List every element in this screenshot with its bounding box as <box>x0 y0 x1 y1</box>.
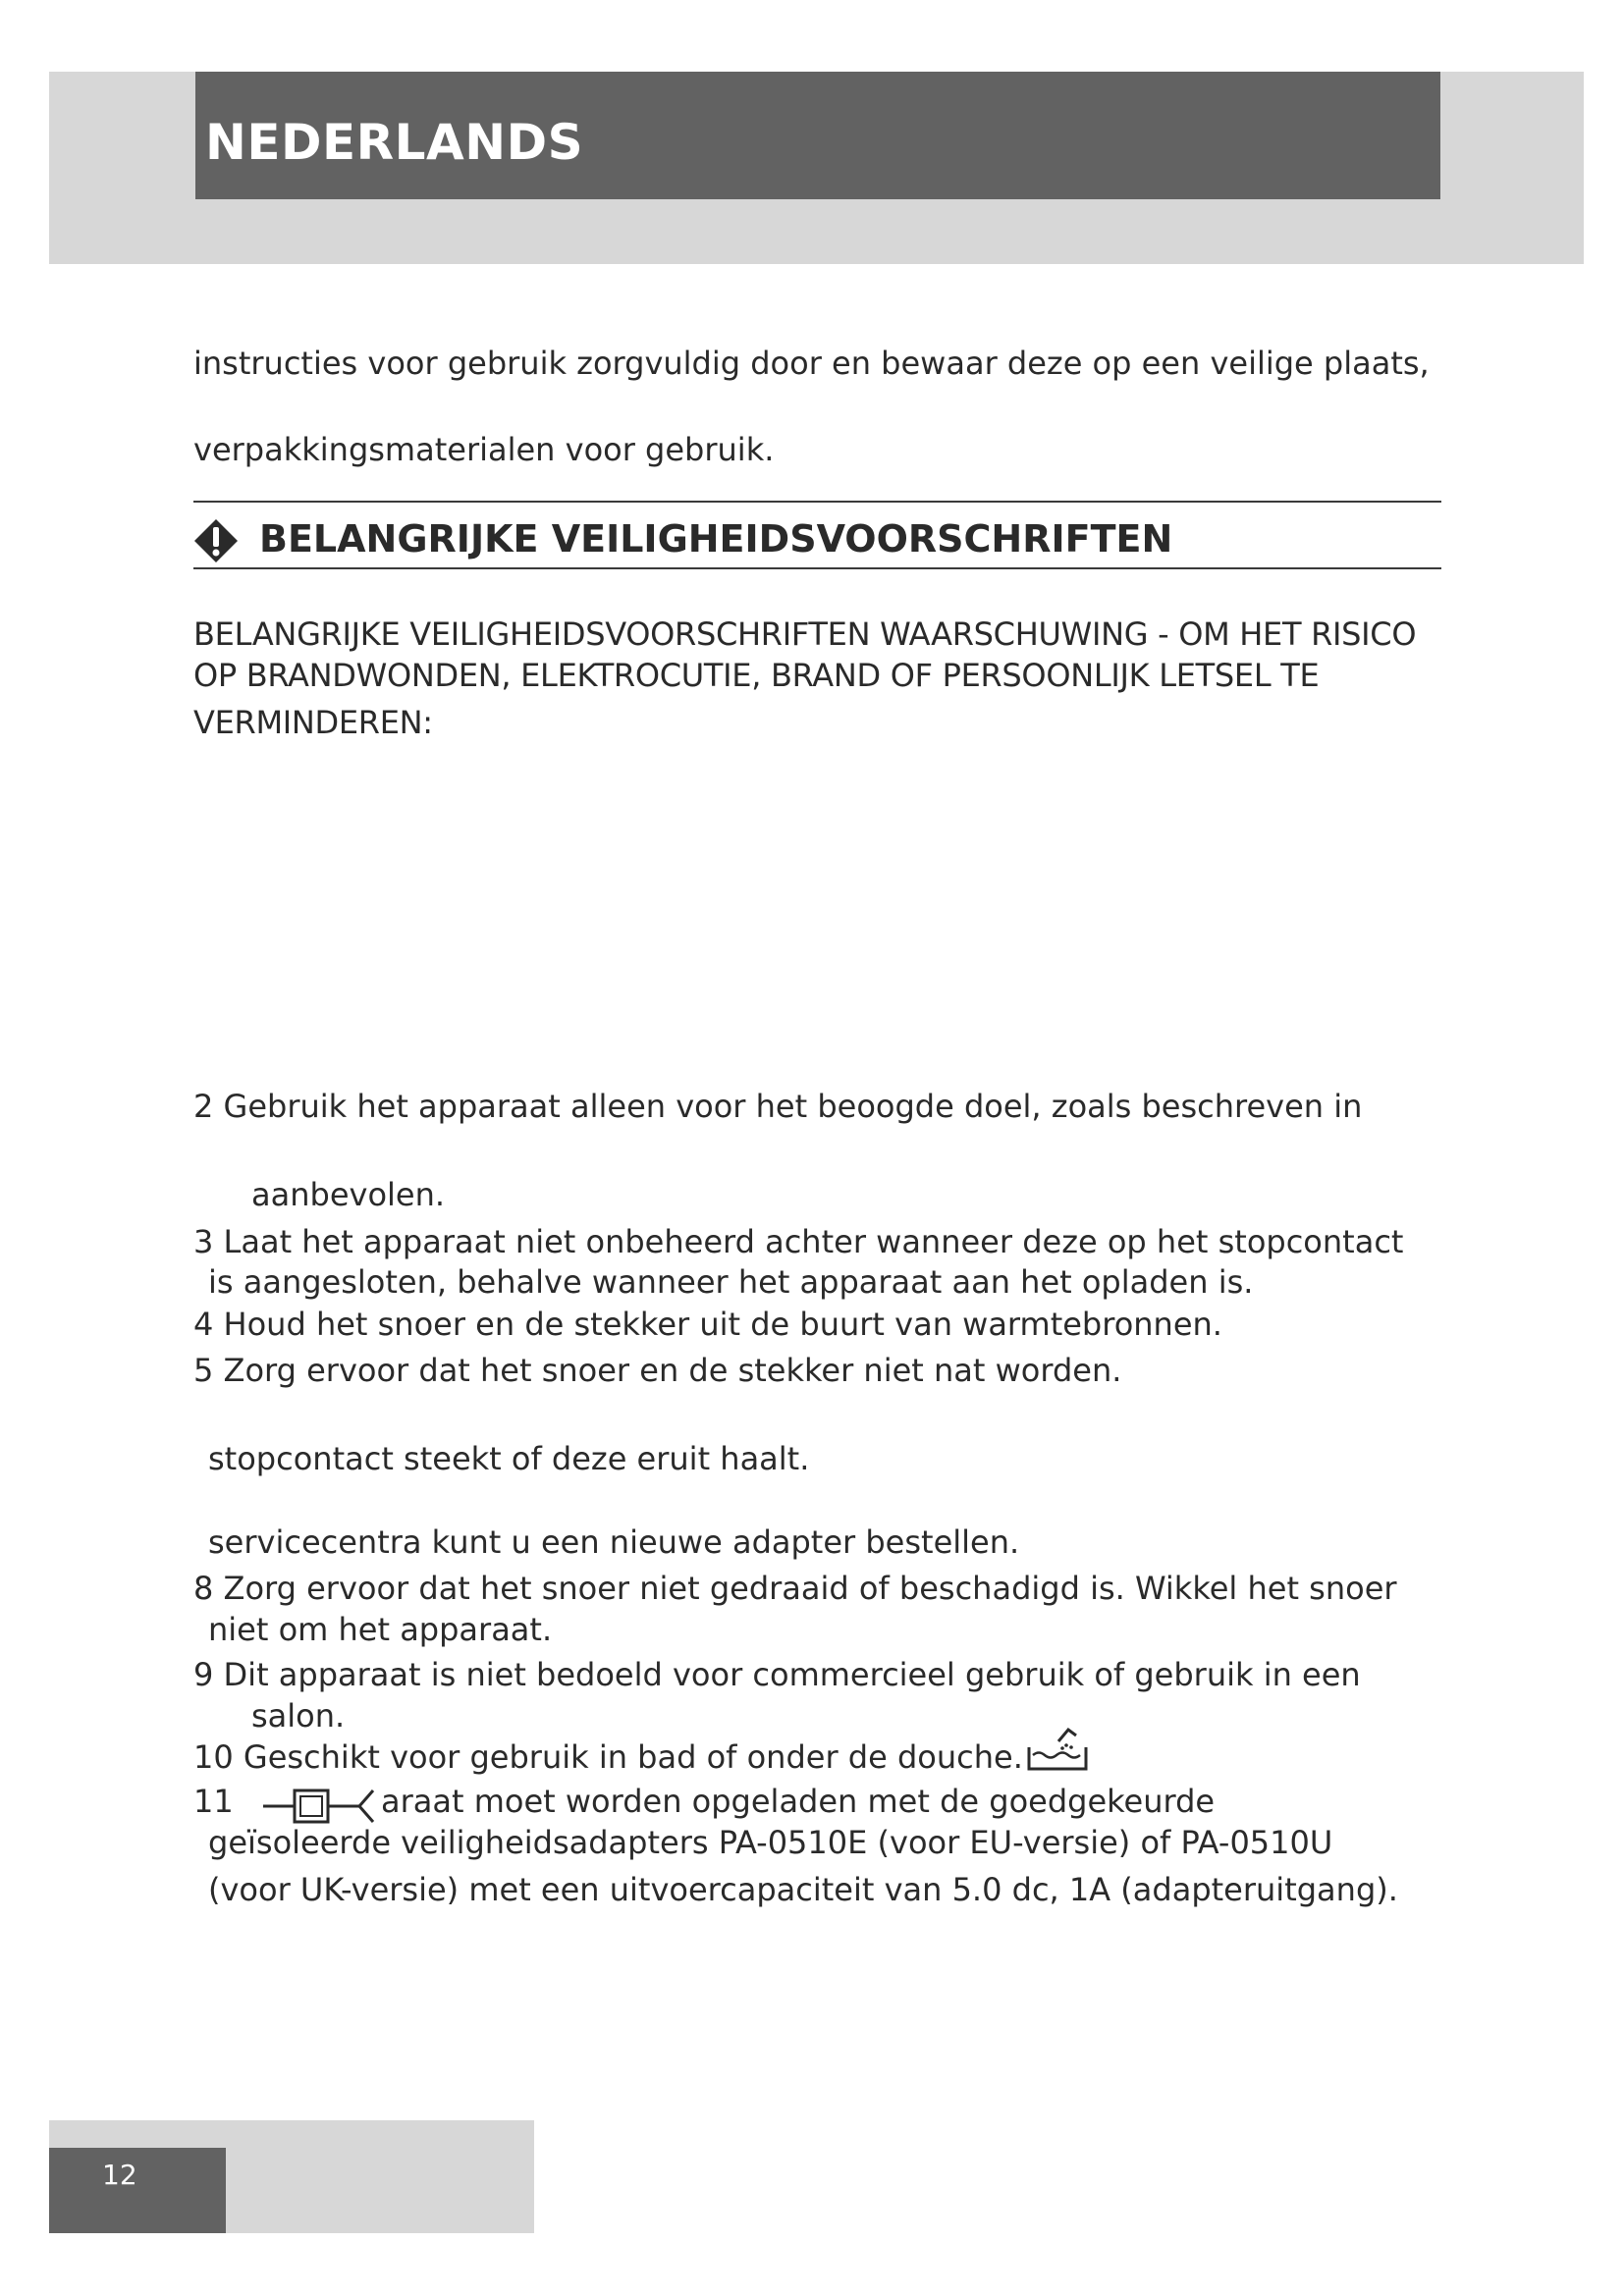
bath-shower-icon <box>1025 1726 1090 1775</box>
warning-line-1: BELANGRIJKE VEILIGHEIDSVOORSCHRIFTEN WAARSCHUWING - OM HET RISICO <box>193 615 1417 653</box>
language-title: NEDERLANDS <box>205 114 584 171</box>
item-9-line-1: 9 Dit apparaat is niet bedoeld voor commercieel gebruik of gebruik in een <box>193 1656 1361 1693</box>
item-11-line-1: araat moet worden opgeladen met de goedgekeurde <box>381 1783 1216 1820</box>
item-2-line-2: aanbevolen. <box>251 1176 446 1213</box>
warning-diamond-icon <box>193 518 239 563</box>
double-insulation-icon <box>261 1785 379 1828</box>
section-rule-top <box>193 501 1441 503</box>
item-11-line-3: (voor UK-versie) met een uitvoercapaciteit van 5.0 dc, 1A (adapteruitgang). <box>208 1871 1398 1908</box>
item-2-line-1: 2 Gebruik het apparaat alleen voor het beoogde doel, zoals beschreven in <box>193 1088 1363 1125</box>
section-title: BELANGRIJKE VEILIGHEIDSVOORSCHRIFTEN <box>259 517 1173 561</box>
item-11-number: 11 <box>193 1783 234 1820</box>
warning-line-3: VERMINDEREN: <box>193 704 433 741</box>
item-5: 5 Zorg ervoor dat het snoer en de stekker niet nat worden. <box>193 1352 1122 1389</box>
item-9-line-2: salon. <box>251 1697 346 1735</box>
item-6-line-2: stopcontact steekt of deze eruit haalt. <box>208 1440 810 1477</box>
page-number: 12 <box>102 2159 137 2191</box>
warning-line-2: OP BRANDWONDEN, ELEKTROCUTIE, BRAND OF PERSOONLIJK LETSEL TE <box>193 657 1320 694</box>
item-4: 4 Houd het snoer en de stekker uit de buurt van warmtebronnen. <box>193 1306 1222 1343</box>
section-rule-bottom <box>193 567 1441 569</box>
intro-line-1: instructies voor gebruik zorgvuldig door en bewaar deze op een veilige plaats, <box>193 345 1430 382</box>
item-11-line-2: geïsoleerde veiligheidsadapters PA-0510E (voor EU-versie) of PA-0510U <box>208 1824 1333 1861</box>
intro-line-2: verpakkingsmaterialen voor gebruik. <box>193 431 775 468</box>
item-7-line-2: servicecentra kunt u een nieuwe adapter bestellen. <box>208 1523 1020 1561</box>
item-3-line-1: 3 Laat het apparaat niet onbeheerd achter wanneer deze op het stopcontact <box>193 1223 1404 1260</box>
item-10: 10 Geschikt voor gebruik in bad of onder de douche. <box>193 1738 1023 1776</box>
item-3-line-2: is aangesloten, behalve wanneer het apparaat aan het opladen is. <box>208 1263 1254 1301</box>
item-8-line-1: 8 Zorg ervoor dat het snoer niet gedraaid of beschadigd is. Wikkel het snoer <box>193 1570 1397 1607</box>
item-8-line-2: niet om het apparaat. <box>208 1611 553 1648</box>
footer-bar <box>49 2148 226 2233</box>
